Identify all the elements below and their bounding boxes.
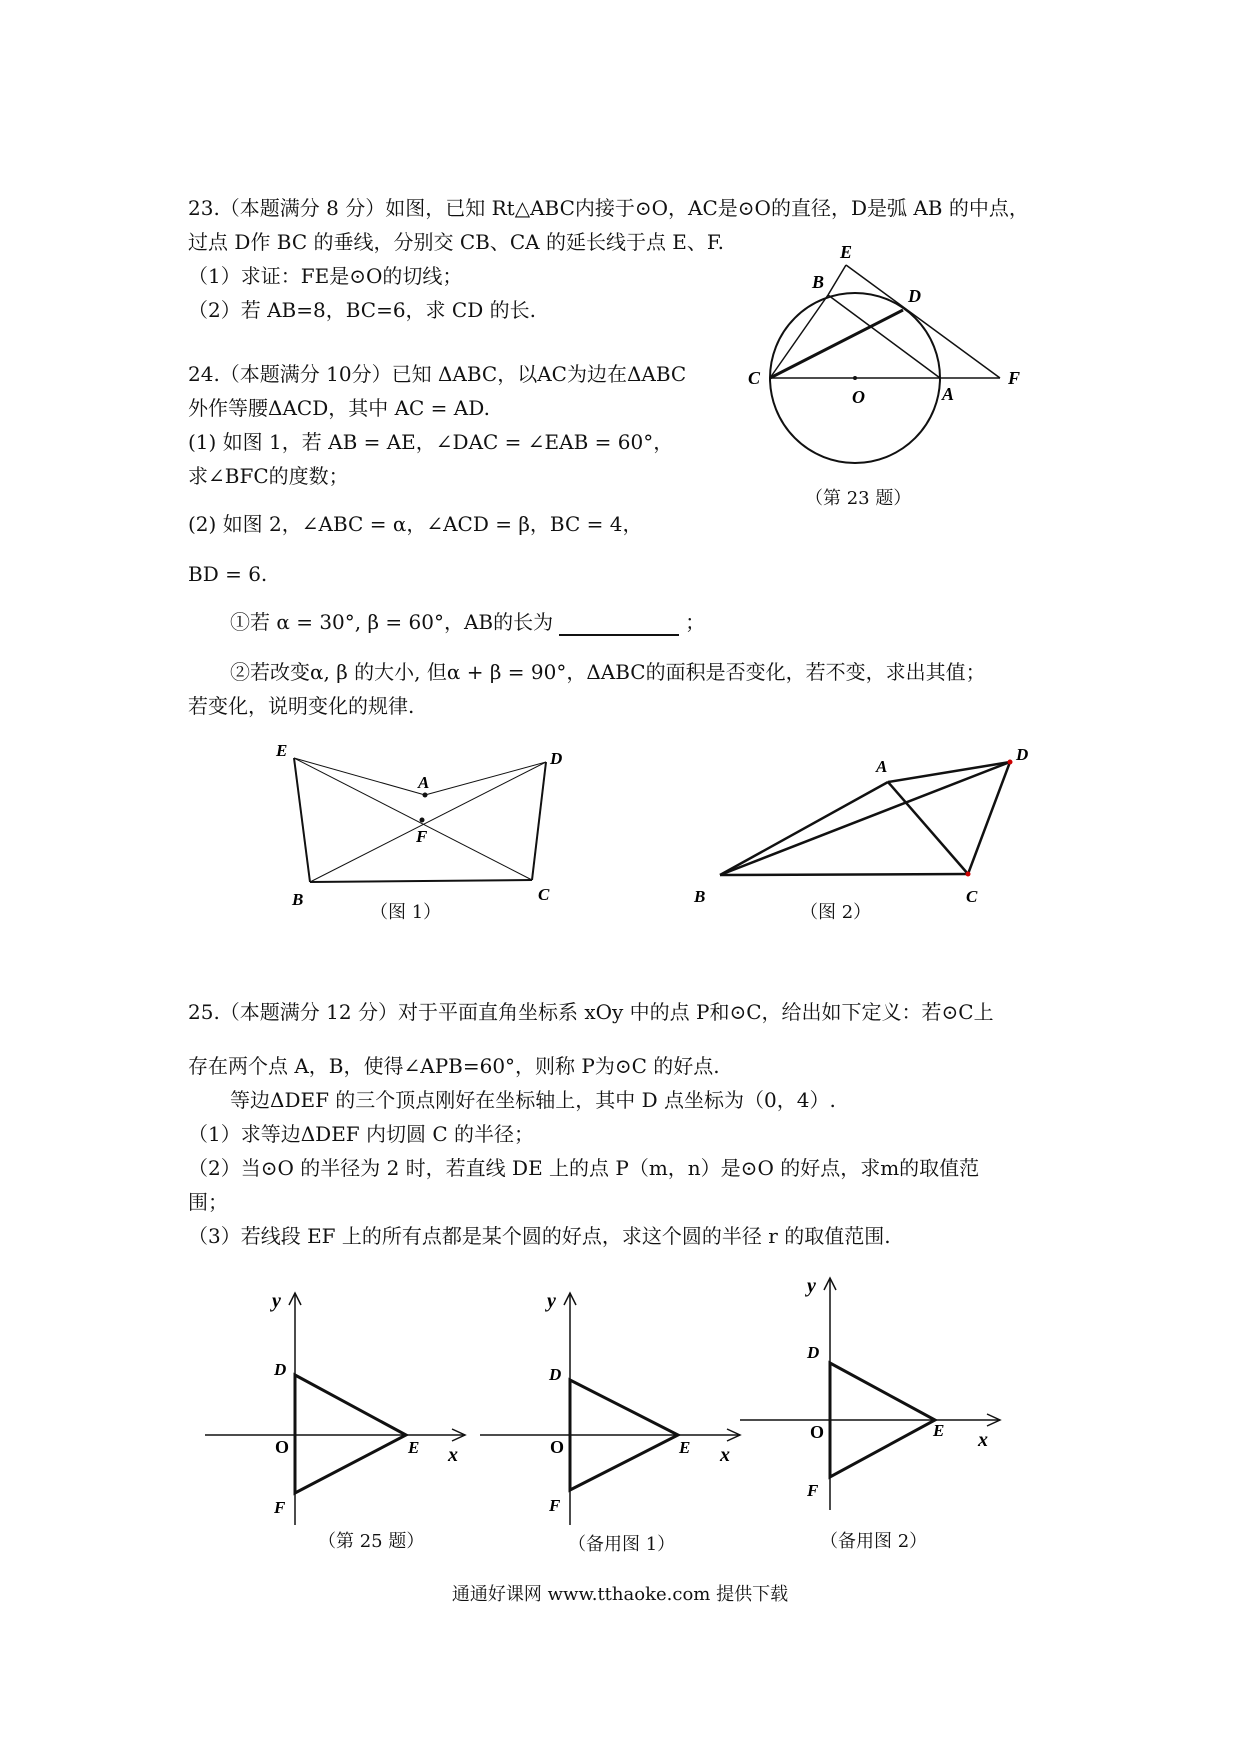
- q25-s2-O: O: [810, 1422, 825, 1442]
- q25-s1-x: x: [720, 1444, 730, 1466]
- q24-sub1-end: ；: [685, 610, 706, 634]
- q25-s1-O: O: [550, 1437, 565, 1457]
- q24-part2a: (2) 如图 2，∠ABC = α，∠ACD = β，BC = 4，: [188, 512, 643, 536]
- q24-fig2-A: A: [876, 757, 888, 776]
- q23-label-D: D: [908, 286, 921, 306]
- footer-text: 通通好课网 www.tthaoke.com 提供下载: [451, 1584, 789, 1605]
- q24-figure1: [270, 740, 580, 910]
- q24-fig1-A: A: [418, 773, 430, 792]
- q24-sub2a: ②若改变α, β 的大小, 但α + β = 90°，ΔABC的面积是否变化，若不变，求出其值；: [230, 660, 986, 684]
- q25-s2-D: D: [807, 1343, 820, 1362]
- q24-fig1-D: D: [550, 749, 563, 768]
- q23-part2: （2）若 AB=8，BC=6，求 CD 的长.: [188, 298, 536, 322]
- q25-s2-x: x: [978, 1429, 988, 1451]
- q23-label-E: E: [840, 242, 853, 262]
- q25-caption-spare2: （备用图 2）: [820, 1531, 928, 1552]
- q24-part1a: (1) 如图 1，若 AB = AE，∠DAC = ∠EAB = 60°，: [188, 430, 674, 454]
- q23-label-B: B: [812, 272, 825, 292]
- q25-s2-y: y: [807, 1275, 816, 1297]
- q25-line3: 等边ΔDEF 的三个顶点刚好在坐标轴上，其中 D 点坐标为（0，4）.: [230, 1088, 836, 1112]
- q25-main-x: x: [448, 1444, 458, 1466]
- q25-line2: 存在两个点 A，B，使得∠APB=60°，则称 P为⊙C 的好点.: [188, 1054, 720, 1078]
- q25-line1: 25.（本题满分 12 分）对于平面直角坐标系 xOy 中的点 P和⊙C，给出如下定义：若⊙C上: [188, 1000, 994, 1024]
- q24-sub2b: 若变化，说明变化的规律.: [188, 694, 415, 718]
- q25-s1-E: E: [679, 1438, 691, 1457]
- q24-fig1-F: F: [416, 827, 428, 846]
- q24-fig2-D: D: [1016, 745, 1029, 764]
- q25-caption-main: （第 25 题）: [318, 1531, 425, 1552]
- q24-fig2-B: B: [694, 887, 706, 906]
- q23-label-C: C: [748, 368, 761, 388]
- q25-main-y: y: [272, 1290, 281, 1312]
- q24-part2b: BD = 6.: [188, 562, 268, 586]
- q23-line2: 过点 D作 BC 的垂线，分别交 CB、CA 的延长线于点 E、F.: [188, 230, 725, 254]
- q25-part2a: （2）当⊙O 的半径为 2 时，若直线 DE 上的点 P（m，n）是⊙O 的好点，求m的取值范: [188, 1156, 980, 1180]
- q25-part3: （3）若线段 EF 上的所有点都是某个圆的好点，求这个圆的半径 r 的取值范围.: [188, 1224, 891, 1248]
- q25-part1: （1）求等边ΔDEF 内切圆 C 的半径；: [188, 1122, 535, 1146]
- q23-line1: 23.（本题满分 8 分）如图，已知 Rt△ABC内接于⊙O，AC是⊙O的直径，D是弧 AB 的中点，: [188, 196, 1029, 220]
- q24-fig1-B: B: [292, 890, 304, 909]
- q24-fig2-caption: （图 2）: [800, 902, 872, 923]
- q25-main-E: E: [408, 1438, 420, 1457]
- q25-s1-y: y: [547, 1290, 556, 1312]
- q23-caption: （第 23 题）: [805, 488, 912, 509]
- q24-sub1-text: ①若 α = 30°, β = 60°，AB的长为: [230, 610, 554, 634]
- q23-label-F: F: [1008, 368, 1021, 388]
- q24-part1b: 求∠BFC的度数；: [188, 464, 349, 488]
- q25-part2b: 围；: [188, 1190, 228, 1214]
- q24-fig1-caption: （图 1）: [370, 902, 442, 923]
- q24-fig1-E: E: [276, 741, 288, 760]
- q25-s1-F: F: [549, 1496, 561, 1515]
- q25-s2-F: F: [807, 1481, 819, 1500]
- q23-label-A: A: [942, 384, 955, 404]
- q23-part1: （1）求证：FE是⊙O的切线；: [188, 264, 463, 288]
- q25-figure-spare1: [475, 1285, 745, 1535]
- q25-main-D: D: [274, 1360, 287, 1379]
- q24-sub1: [230, 608, 705, 636]
- q24-figure2: [690, 740, 1050, 910]
- q24-fig2-C: C: [966, 887, 978, 906]
- q25-figure-spare2: [735, 1270, 1005, 1520]
- q24-fig1-C: C: [538, 885, 550, 904]
- answer-blank[interactable]: [559, 614, 679, 636]
- q25-caption-spare1: （备用图 1）: [568, 1534, 676, 1555]
- q25-s2-E: E: [933, 1421, 945, 1440]
- q25-main-F: F: [274, 1498, 286, 1517]
- q25-s1-D: D: [549, 1365, 562, 1384]
- q24-line1: 24.（本题满分 10分）已知 ΔABC，以AC为边在ΔABC: [188, 362, 687, 386]
- q23-label-O: O: [852, 387, 865, 407]
- q25-figure-main: [200, 1285, 470, 1535]
- q23-figure: [740, 240, 1040, 470]
- q24-line2: 外作等腰ΔACD，其中 AC = AD.: [188, 396, 490, 420]
- q25-main-O: O: [275, 1437, 290, 1457]
